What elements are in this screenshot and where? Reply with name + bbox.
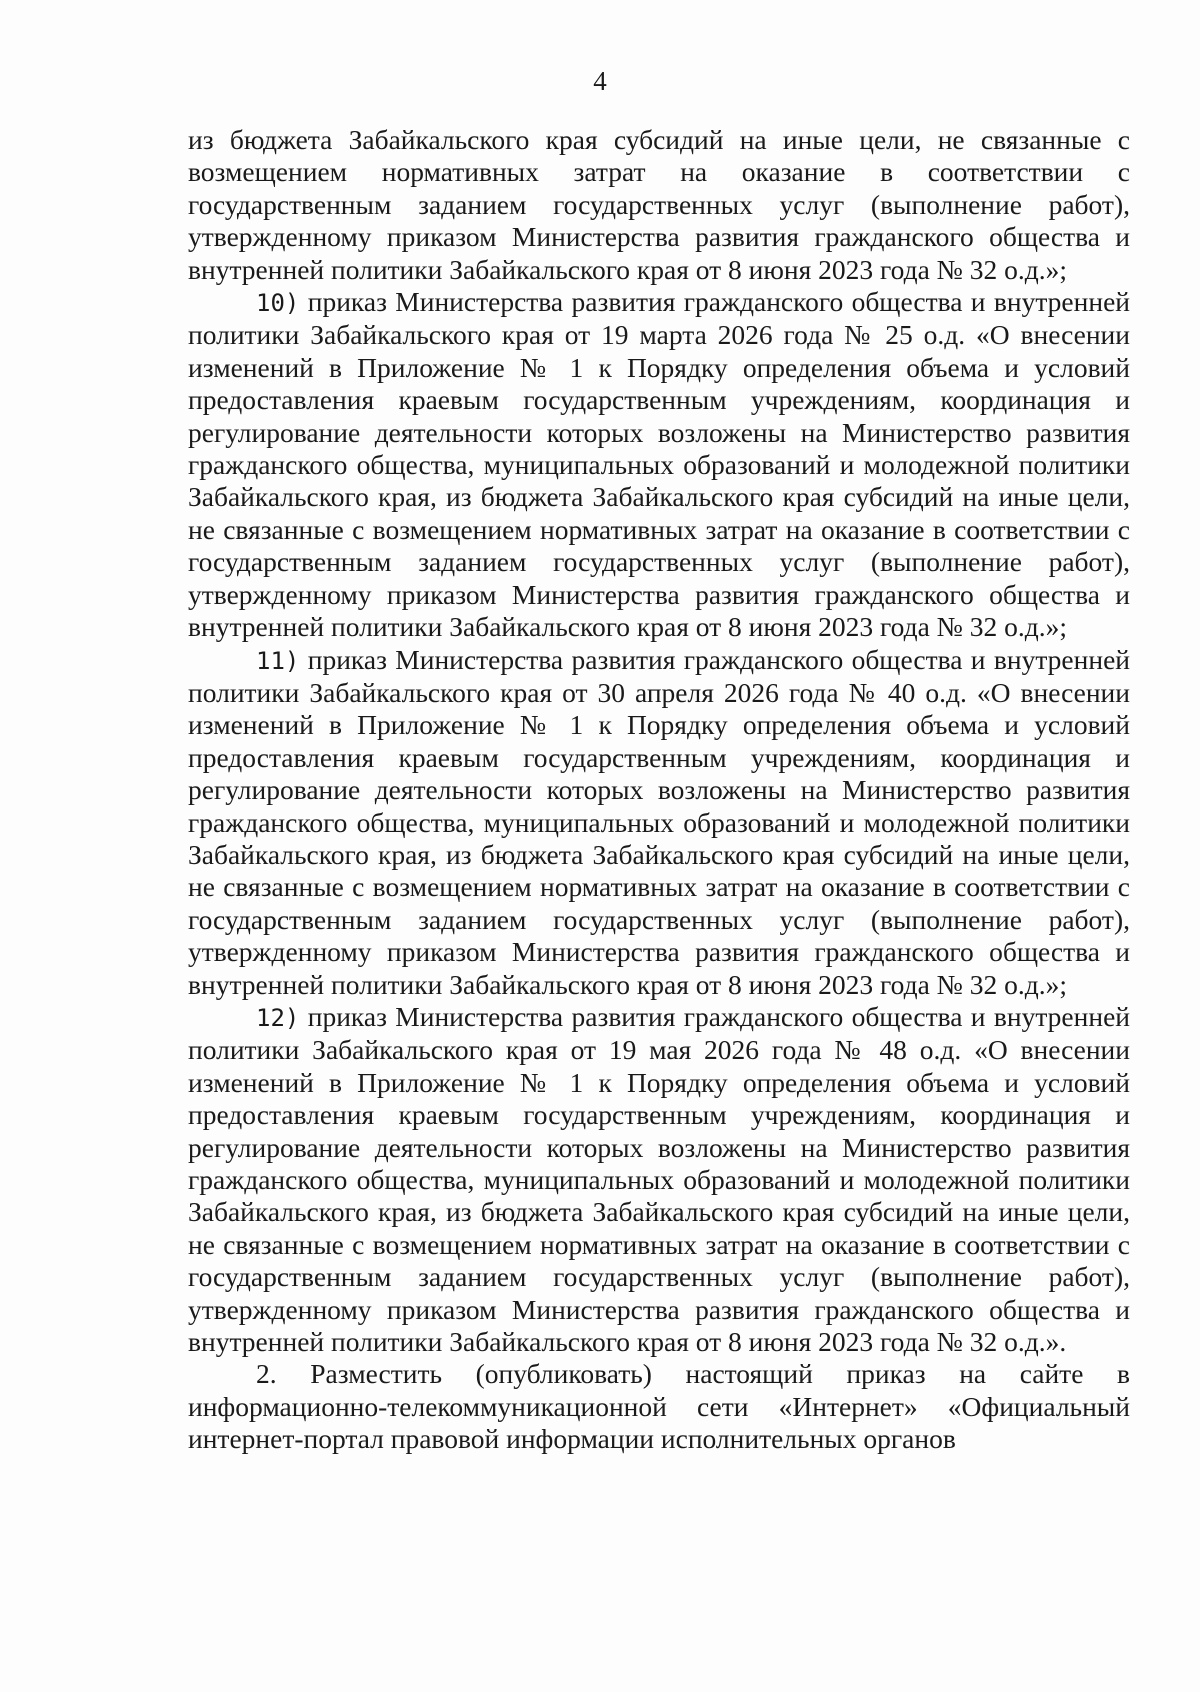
clause-number: 2. [256, 1358, 277, 1390]
paragraph-text: Разместить (опубликовать) настоящий приказ на сайте в информационно-телекоммуникационной сети «Интернет» «Официальный интернет-портал правовой информации исполнительных органов [188, 1358, 1130, 1455]
paragraph-text: из бюджета Забайкальского края субсидий на иные цели, не связанные с возмещением нормативных затрат на оказание в соответствии с государственным заданием государственных услуг (выполнение работ), утвержденному приказом Министерства развития гражданского общества и внутренней политики Забайкальского края от 8 июня 2023 года № 32 о.д.»; [188, 124, 1130, 285]
page-number: 4 [593, 66, 607, 96]
item-number: 12) [256, 1003, 300, 1032]
item-number: 10) [256, 289, 300, 318]
paragraph-text: приказ Министерства развития гражданского общества и внутренней политики Забайкальского края от 19 марта 2026 года № 25 о.д. «О внесении изменений в Приложение № 1 к Порядку определения объема и условий предоставления краевым государственным учреждениям, координация и регулирование деятельности которых возложены на Министерство развития гражданского общества, муниципальных образований и молодежной политики Забайкальского края, из бюджета Забайкальского края субсидий на иные цели, не связанные с возмещением нормативных затрат на оказание в соответствии с государственным заданием государственных услуг (выполнение работ), утвержденному приказом Министерства развития гражданского общества и внутренней политики Забайкальского края от 8 июня 2023 года № 32 о.д.»; [188, 286, 1130, 643]
item-number: 11) [256, 646, 300, 675]
list-item [188, 644, 1130, 1001]
document-body [188, 124, 1130, 1456]
paragraph-text: приказ Министерства развития гражданского общества и внутренней политики Забайкальского края от 30 апреля 2026 года № 40 о.д. «О внесении изменений в Приложение № 1 к Порядку определения объема и условий предоставления краевым государственным учреждениям, координация и регулирование деятельности которых возложены на Министерство развития гражданского общества, муниципальных образований и молодежной политики Забайкальского края, из бюджета Забайкальского края субсидий на иные цели, не связанные с возмещением нормативных затрат на оказание в соответствии с государственным заданием государственных услуг (выполнение работ), утвержденному приказом Министерства развития гражданского общества и внутренней политики Забайкальского края от 8 июня 2023 года № 32 о.д.»; [188, 643, 1130, 1000]
paragraph-continuation [188, 124, 1130, 286]
paragraph-text: приказ Министерства развития гражданского общества и внутренней политики Забайкальского края от 19 мая 2026 года № 48 о.д. «О внесении изменений в Приложение № 1 к Порядку определения объема и условий предоставления краевым государственным учреждениям, координация и регулирование деятельности которых возложены на Министерство развития гражданского общества, муниципальных образований и молодежной политики Забайкальского края, из бюджета Забайкальского края субсидий на иные цели, не связанные с возмещением нормативных затрат на оказание в соответствии с государственным заданием государственных услуг (выполнение работ), утвержденному приказом Министерства развития гражданского общества и внутренней политики Забайкальского края от 8 июня 2023 года № 32 о.д.». [188, 1000, 1130, 1358]
numbered-clause [188, 1358, 1130, 1455]
list-item [188, 286, 1130, 643]
list-item [188, 1001, 1130, 1358]
